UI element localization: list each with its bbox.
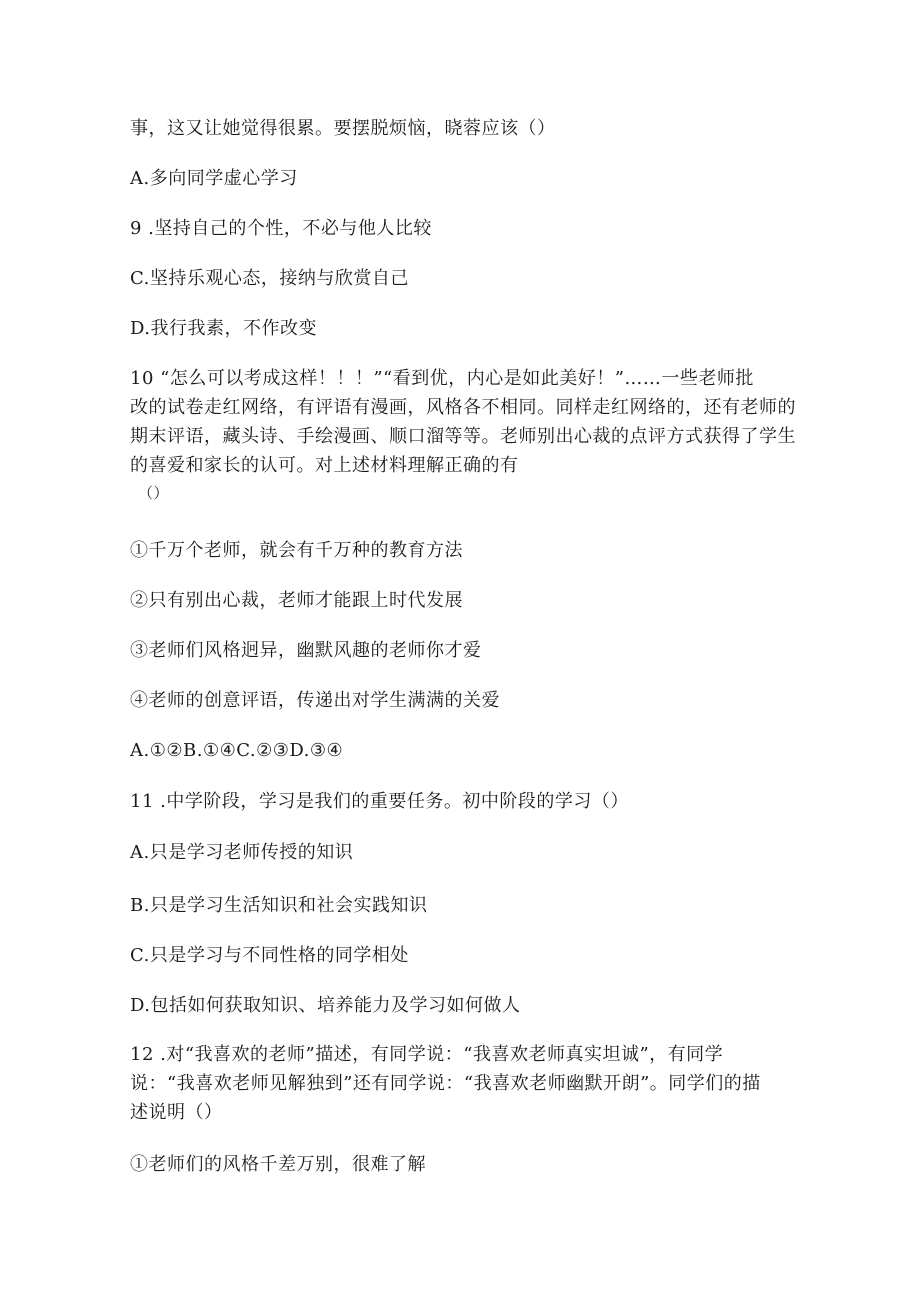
q12-statement-1: ①老师们的风格千差万别，很难了解: [130, 1154, 426, 1175]
question-12-line-3: 述说明（）: [130, 1102, 223, 1123]
q10-options: A.①②B.①④C.②③D.③④: [130, 740, 344, 761]
question-10-line-3: 期末评语，藏头诗、手绘漫画、顺口溜等等。老师别出心裁的点评方式获得了学生: [130, 426, 796, 447]
question-10-blank: （）: [138, 484, 170, 502]
q10-statement-1: ①千万个老师，就会有千万种的教育方法: [130, 540, 463, 561]
question-10-paragraph: [130, 364, 810, 506]
question-9-line: 9 .坚持自己的个性，不必与他人比较: [130, 218, 432, 239]
q10-statement-2: ②只有别出心裁，老师才能跟上时代发展: [130, 590, 463, 611]
question-12-paragraph: [130, 1040, 810, 1127]
q11-option-a: A.只是学习老师传授的知识: [130, 842, 354, 863]
question-10-line-2: 改的试卷走红网络，有评语有漫画，风格各不相同。同样走红网络的，还有老师的: [130, 397, 796, 418]
q10-statement-3: ③老师们风格迥异，幽默风趣的老师你才爱: [130, 640, 482, 661]
q11-option-b: B.只是学习生活知识和社会实践知识: [130, 895, 428, 916]
option-c-line: C.坚持乐观心态，接纳与欣赏自己: [130, 268, 409, 289]
question-12-line-1: 12 .对“我喜欢的老师”描述，有同学说：“我喜欢老师真实坦诚”，有同学: [130, 1044, 724, 1065]
q10-statement-4: ④老师的创意评语，传递出对学生满满的关爱: [130, 690, 500, 711]
question-11-line: 11 .中学阶段，学习是我们的重要任务。初中阶段的学习（）: [130, 791, 629, 812]
question-10-line-4: 的喜爱和家长的认可。对上述材料理解正确的有: [130, 455, 519, 476]
option-d-line: D.我行我素，不作改变: [130, 318, 318, 339]
q11-option-c: C.只是学习与不同性格的同学相处: [130, 945, 409, 966]
q11-option-d: D.包括如何获取知识、培养能力及学习如何做人: [130, 995, 521, 1016]
question-12-line-2: 说：“我喜欢老师见解独到”还有同学说：“我喜欢老师幽默开朗”。同学们的描: [130, 1073, 761, 1094]
question-10-line-1: 10 “怎么可以考成这样！！！”“看到优，内心是如此美好！”……一些老师批: [130, 368, 754, 389]
option-a-line: A.多向同学虚心学习: [130, 168, 298, 189]
text-line-continuation: 事，这又让她觉得很累。要摆脱烦恼，晓蓉应该（）: [130, 118, 556, 139]
